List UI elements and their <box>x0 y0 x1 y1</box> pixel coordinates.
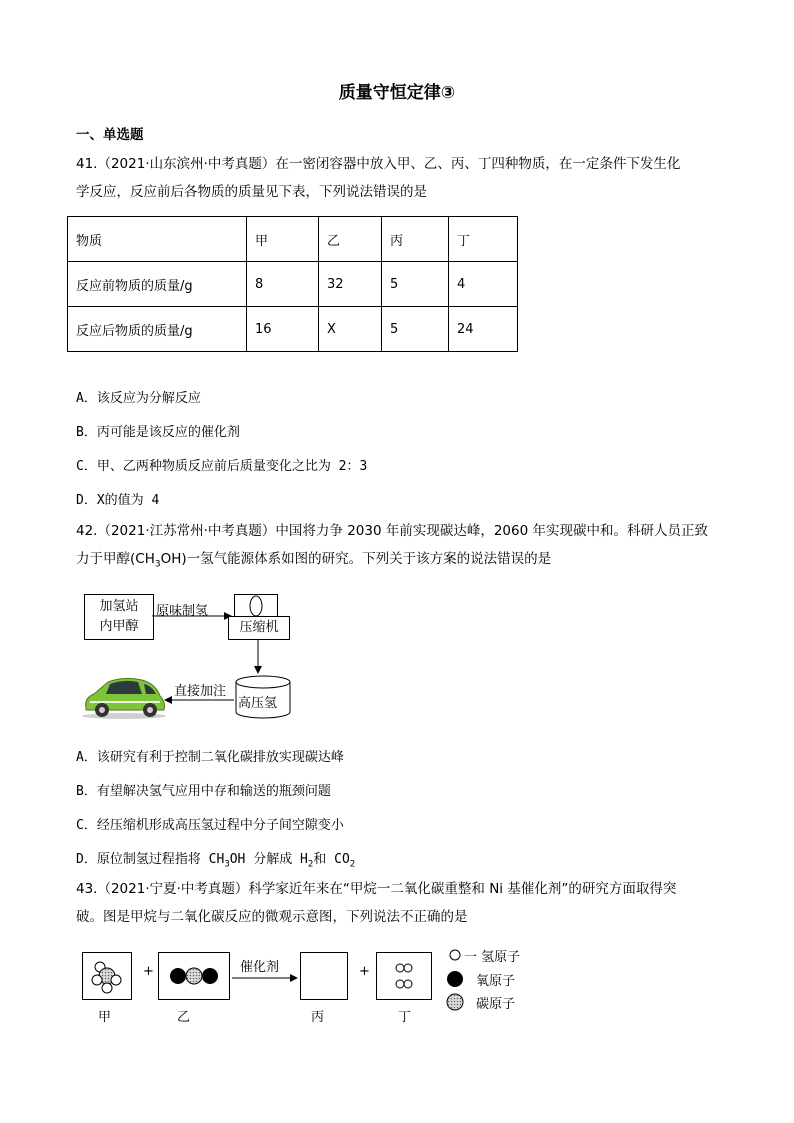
carbon-atom-icon <box>447 994 463 1010</box>
molecule-box-bing <box>300 952 348 1000</box>
q41-option-b[interactable]: B．丙可能是该反应的催化剂 <box>76 425 240 440</box>
q42-line2: 力于甲醇$(CH_3OH)$一氢气能源体系如图的研究。下列关于该方案的说法错误的是 <box>76 551 552 570</box>
legend-icons <box>444 946 466 1012</box>
table-cell: 24 <box>449 307 518 352</box>
q41-option-d[interactable]: D．X的值为 4 <box>76 493 160 508</box>
q41-option-c[interactable]: C．甲、乙两种物质反应前后质量变化之比为 2：3 <box>76 459 368 474</box>
table-cell: 5 <box>382 307 449 352</box>
table-header-cell: 丁 <box>449 217 518 262</box>
label-ding: 丁 <box>398 1010 412 1025</box>
legend-carbon: 碳原子 <box>476 997 516 1012</box>
arrow-down-icon <box>252 640 264 674</box>
section-heading: 一、单选题 <box>76 127 144 143</box>
q43-line1: 43.（2021·宁夏·中考真题）科学家近年来在“甲烷一二氧化碳重整和 Ni 基催化剂”的研究方面取得突 <box>76 881 677 897</box>
q43-stem <box>76 875 716 931</box>
label-bing: 丙 <box>311 1010 325 1025</box>
station-label-1: 加氢站 <box>99 599 139 614</box>
q42-option-a[interactable]: A．该研究有利于控制二氧化碳排放实现碳达峰 <box>76 750 344 765</box>
q41-stem <box>76 150 716 206</box>
station-box <box>84 594 154 640</box>
table-header-cell: 物质 <box>68 217 247 262</box>
q42-option-c[interactable]: C．经压缩机形成高压氢过程中分子间空隙变小 <box>76 818 344 833</box>
hydrogen-atom-icon <box>450 950 460 960</box>
arrow3-label: 直接加注 <box>174 684 227 699</box>
reaction-arrow-icon <box>232 972 298 984</box>
q43-line2: 破。图是甲烷与二氧化碳反应的微观示意图，下列说法不正确的是 <box>76 909 468 925</box>
q42-option-b[interactable]: B．有望解决氢气应用中存和输送的瓶颈问题 <box>76 784 331 799</box>
table-cell: 5 <box>382 262 449 307</box>
table-cell: X <box>319 307 382 352</box>
table-cell: 反应前物质的质量/g <box>68 262 247 307</box>
compressor-label: 压缩机 <box>239 620 279 635</box>
molecule-box-jia <box>82 952 132 1000</box>
table-cell: 4 <box>449 262 518 307</box>
compressor-box <box>228 616 290 640</box>
molecule-box-ding <box>376 952 432 1000</box>
label-yi: 乙 <box>177 1010 191 1025</box>
table-row <box>68 307 518 352</box>
compressor-top <box>234 594 278 617</box>
table-cell: 8 <box>247 262 319 307</box>
plus-sign-2: + <box>359 964 370 979</box>
label-jia: 甲 <box>98 1010 112 1025</box>
methane-molecule-icon <box>83 953 131 999</box>
table-row <box>68 262 518 307</box>
page-title: 质量守恒定律③ <box>338 83 456 103</box>
q41-line2: 学反应，反应前后各物质的质量见下表，下列说法错误的是 <box>76 184 427 200</box>
plus-sign: + <box>143 964 154 979</box>
q42-line1: 42.（2021·江苏常州·中考真题）中国将力争 2030 年前实现碳达峰，2060 年实现碳中和。科研人员正致 <box>76 523 708 539</box>
table-cell: 32 <box>319 262 382 307</box>
co2-molecule-icon <box>159 953 229 999</box>
tank-label: 高压氢 <box>238 696 278 711</box>
car-icon <box>80 672 168 720</box>
q42-option-d[interactable]: D．原位制氢过程指将 $CH_3OH$ 分解成 $H_2$和 $CO_2$ <box>76 852 356 870</box>
mass-table <box>67 216 518 352</box>
table-cell: 反应后物质的质量/g <box>68 307 247 352</box>
q41-line1: 41.（2021·山东滨州·中考真题）在一密闭容器中放入甲、乙、丙、丁四种物质，在一定条件下发生化 <box>76 156 681 172</box>
q42-stem <box>76 517 716 579</box>
legend-oxygen: 氧原子 <box>476 974 516 989</box>
arrow-right-icon <box>152 610 232 622</box>
station-label-2: 内甲醇 <box>99 619 139 634</box>
arrow1-label: 原味制氢 <box>156 604 209 619</box>
oxygen-atom-icon <box>447 971 463 987</box>
table-cell: 16 <box>247 307 319 352</box>
molecule-box-yi <box>158 952 230 1000</box>
q41-option-a[interactable]: A．该反应为分解反应 <box>76 391 201 406</box>
legend-hydrogen: 一 氢原子 <box>464 950 521 965</box>
table-header-cell: 丙 <box>382 217 449 262</box>
table-header-cell: 甲 <box>247 217 319 262</box>
arrow-left-icon <box>164 694 234 706</box>
table-row <box>68 217 518 262</box>
table-header-cell: 乙 <box>319 217 382 262</box>
catalyst-label: 催化剂 <box>240 960 280 975</box>
hydrogen-molecule-icon <box>377 953 431 999</box>
